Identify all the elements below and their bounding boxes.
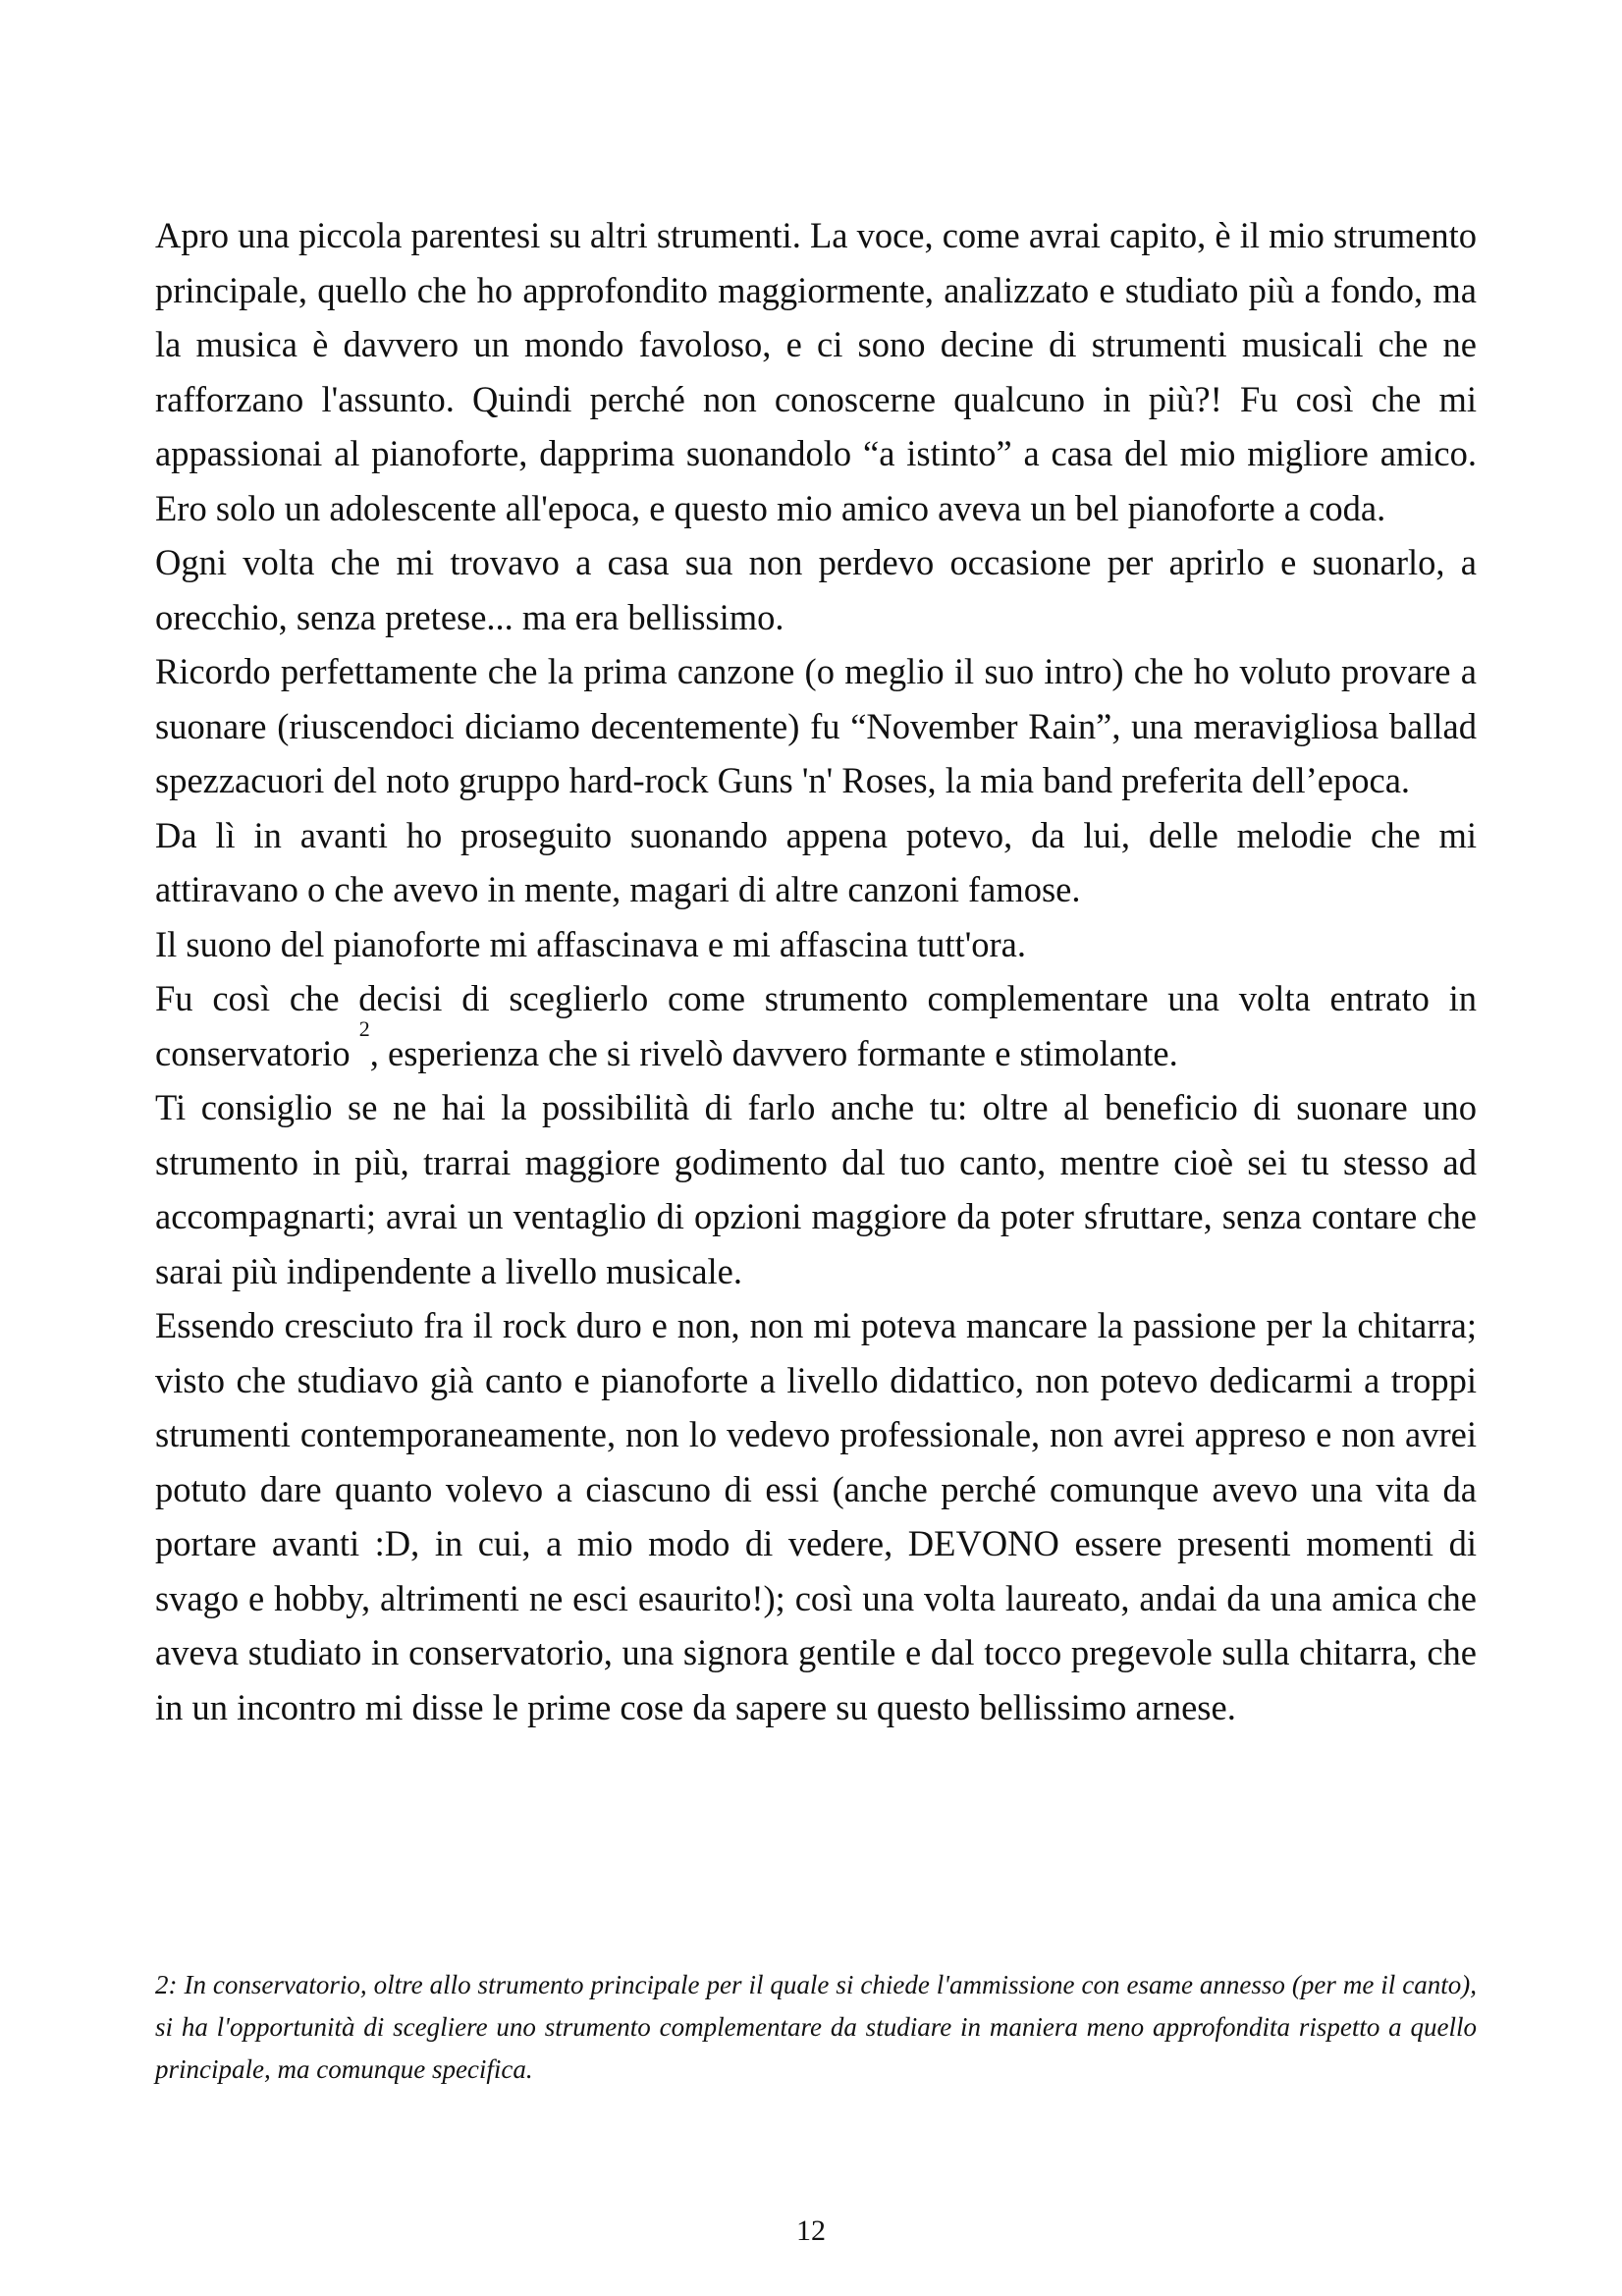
footnote: 2: In conservatorio, oltre allo strumento principale per il quale si chiede l'ammissione con esame annesso (per me il canto), si ha l'opportunità di scegliere uno strumento complementare da studiare in maniera meno approfondita rispetto a quello principale, ma comunque specifica. [155,1970,1477,2084]
paragraph-conservatory-text-after: , esperienza che si rivelò davvero formante e stimolante. [369,1032,1178,1073]
paragraph-other-instruments: Apro una piccola parentesi su altri strumenti. La voce, come avrai capito, è il mio strumento principale, quello che ho approfondito maggiormente, analizzato e studiato più a fondo, ma la musica è davvero un mondo favoloso, e ci sono decine di strumenti musicali che ne rafforzano l'assunto. Quindi perché non conoscerne qualcuno in più?! Fu così che mi appassionai al pianoforte, dapprima suonandolo “a istinto” a casa del mio migliore amico. Ero solo un adolescente all'epoca, e questo mio amico aveva un bel pianoforte a coda. [155,215,1478,528]
paragraph-melodies: Da lì in avanti ho proseguito suonando appena potevo, da lui, delle melodie che mi attiravano o che avevo in mente, magari di altre canzoni famose. [155,814,1477,909]
paragraph-playing-at-friends: Ogni volta che mi trovavo a casa sua non perdevo occasione per aprirlo e suonarlo, a orecchio, senza pretese... ma era bellissimo. [155,542,1477,637]
footnote-reference-mark: 2 [358,1016,370,1042]
paragraph-piano-sound: Il suono del pianoforte mi affascinava e mi affascina tutt'ora. [155,923,1026,964]
paragraph-guitar: Essendo cresciuto fra il rock duro e non, non mi poteva mancare la passione per la chitarra; visto che studiavo già canto e pianoforte a livello didattico, non potevo dedicarmi a troppi strumenti contemporaneamente, non lo vedevo professionale, non avrei appreso e non avrei potuto dare quanto volevo a ciascuno di essi (anche perché comunque avevo una vita da portare avanti :D, in cui, a mio modo di vedere, DEVONO essere presenti momenti di svago e hobby, altrimenti ne esci esaurito!); così una volta laureato, andai da una amica che aveva studiato in conservatorio, una signora gentile e dal tocco pregevole sulla chitarra, che in un incontro mi disse le prime cose da sapere su questo bellissimo arnese. [155,1305,1477,1727]
page-number: 12 [796,2214,826,2247]
body-text [155,208,1477,1734]
paragraph-conservatory [155,971,1477,1080]
paragraph-advice: Ti consiglio se ne hai la possibilità di farlo anche tu: oltre al beneficio di suonare uno strumento in più, trarrai maggiore godimento dal tuo canto, mentre cioè sei tu stesso ad accompagnarti; avrai un ventaglio di opzioni maggiore da poter sfruttare, senza contare che sarai più indipendente a livello musicale. [155,1087,1477,1291]
paragraph-november-rain: Ricordo perfettamente che la prima canzone (o meglio il suo intro) che ho voluto provare a suonare (riuscendoci diciamo decentemente) fu “November Rain”, una meravigliosa ballad spezzacuori del noto gruppo hard-rock Guns 'n' Roses, la mia band preferita dell’epoca. [155,651,1477,800]
paragraph-conservatory-text-before: Fu così che decisi di sceglierlo come strumento complementare una volta entrato in conservatorio [155,978,1477,1073]
